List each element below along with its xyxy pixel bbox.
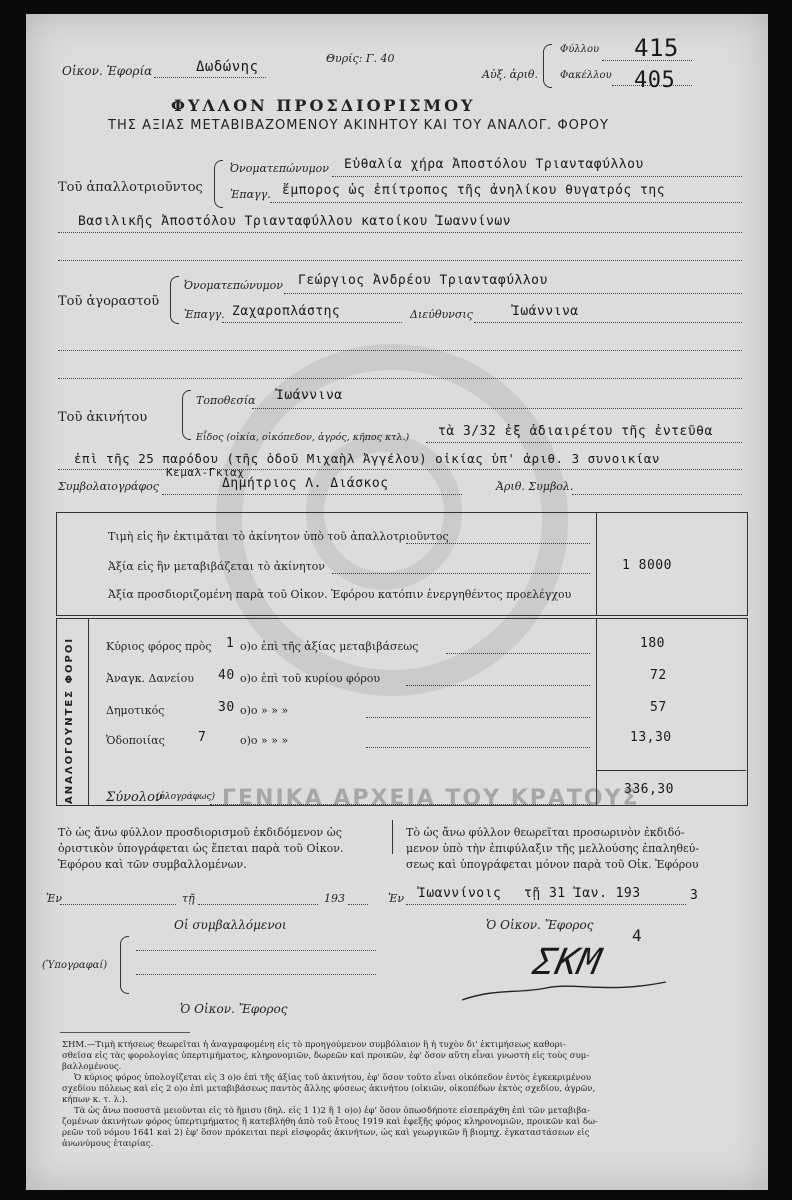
note-3d: ἀνωνύμους ἑταιρίας. xyxy=(62,1139,154,1149)
page-title: ΦΥΛΛΟΝ ΠΡΟΣΔΙΟΡΙΣΜΟΥ xyxy=(171,96,476,115)
final-text-3: Ἐφόρου καὶ τῶν συμβαλλομένων. xyxy=(58,858,247,871)
loan-tax-desc: ο)ο ἐπὶ τοῦ κυρίου φόρου xyxy=(240,672,381,685)
valuation-row-2: Ἀξία εἰς ἣν μεταβιβάζεται τὸ ἀκίνητον xyxy=(108,560,325,573)
final-parties: Οἱ συμβαλλόμενοι xyxy=(174,918,287,932)
watermark-text: ΓΕΝΙΚΑ ΑΡΧΕΙΑ ΤΟΥ ΚΡΑΤΟΥΣ xyxy=(222,786,640,811)
final-ti: τῇ xyxy=(182,892,195,905)
buyer-address-value: Ἰωάννινα xyxy=(512,304,579,319)
valuation-row-1: Τιμὴ εἰς ἣν ἐκτιμᾶται τὸ ἀκίνητον ὑπὸ τοῦ ἀπαλλοτριοῦντος xyxy=(108,530,449,543)
fyllou-value: 415 xyxy=(634,34,679,62)
buyer-name-value: Γεώργιος Ἀνδρέου Τριανταφύλλου xyxy=(298,273,548,288)
note-3c: ρεῶν τοῦ νόμου 1641 καὶ 2) ἐφ' ὅσον πρόκειται περὶ εἰσφορᾶς ἀκινήτων, ὡς καὶ γεωργικῶν ἢ βιομηχ. ἐγκαταστάσεων εἰς xyxy=(62,1128,590,1138)
main-tax-label: Κύριος φόρος πρὸς xyxy=(106,640,212,653)
seller-label: Τοῦ ἀπαλλοτριοῦντος xyxy=(58,180,203,195)
kind-value-3: Κεμαλ-Γκιαχ xyxy=(166,466,245,479)
seller-extra-value: Βασιλικῆς Ἀποστόλου Τριανταφύλλου κατοίκου Ἰωαννίνων xyxy=(78,214,511,229)
fakellou-value: 405 xyxy=(634,68,676,93)
note-3b: ζομένων ἀκινήτων φόρος ὑπερτιμήματος ἢ κατεβλήθη ἀπὸ τοῦ ἔτους 1919 καὶ ἐφεξῆς φόρος κληρονομιῶν, προικῶν καὶ δω- xyxy=(62,1117,598,1127)
note-1c: βαλλομένους. xyxy=(62,1062,122,1072)
main-tax-value: 180 xyxy=(640,636,665,651)
thyris-label: Θυρίς: Γ. 40 xyxy=(326,52,395,65)
note-1a: ΣΗΜ.—Τιμὴ κτήσεως θεωρεῖται ἡ ἀναγραφομένη εἰς τὸ προηγούμενον συμβόλαιον ἢ ἡ τυχὸν δι' ἐκτιμήσεως καθορι- xyxy=(62,1040,566,1050)
final-en: Ἐν xyxy=(46,892,63,905)
total-label: Σύνολον xyxy=(106,790,163,805)
main-tax-rate: 1 xyxy=(226,636,235,651)
provisional-en: Ἐν xyxy=(388,892,405,905)
final-signatures: (Ὑπογραφαί) xyxy=(42,960,108,971)
note-3a: Τὰ ὡς ἄνω ποσοστὰ μειοῦνται εἰς τὸ ἥμισυ (δηλ. εἰς 1 1)2 ἢ 1 ο)ο) ἐφ' ὅσον ὁπωσδήποτε εἰσεπράχθη ἐπὶ τῶν μεταβιβα- xyxy=(74,1106,590,1116)
buyer-job-label: Ἐπαγγ. xyxy=(184,308,225,321)
provisional-text-3: σεως καὶ ὑπογράφεται μόνον παρὰ τοῦ Οἰκ. Ἐφόρου xyxy=(406,858,699,871)
provisional-place: Ἰωαννίνοις xyxy=(418,886,502,901)
page-subtitle: ΤΗΣ ΑΞΙΑΣ ΜΕΤΑΒΙΒΑΖΟΜΕΝΟΥ ΑΚΙΝΗΤΟΥ ΚΑΙ ΤΟΥ ΑΝΑΛΟΓ. ΦΟΡΟΥ xyxy=(108,118,609,133)
municipal-tax-label: Δημοτικός xyxy=(106,704,165,717)
note-2b: σχεδίου πόλεως καὶ εἰς 2 ο)ο ἐπὶ μεταβιβάσεως παντὸς ἄλλης φύσεως ἀκινήτου (οἰκιῶν, οἰκοπέδων ἐκτὸς σχεδίου, ἀγρῶν, xyxy=(62,1084,596,1094)
final-text-2: ὁριστικὸν ὑπογράφεται ὡς ἕπεται παρὰ τοῦ Οἰκον. xyxy=(58,842,344,855)
buyer-address-label: Διεύθυνσις xyxy=(410,308,473,321)
seller-name-label: Ὀνοματεπώνυμον xyxy=(230,162,329,175)
seller-job-value: ἔμπορος ὡς ἐπίτροπος τῆς ἀνηλίκου θυγατρός της xyxy=(282,183,666,198)
total-paren: (ὀλογράφως) xyxy=(156,792,215,802)
final-ephoros: Ὁ Οἰκον. Ἔφορος xyxy=(180,1002,288,1016)
corner-mark: 4 xyxy=(632,926,643,945)
ephoros-signature: ΣΚΜ xyxy=(529,942,605,983)
provisional-text-2: μενον ὑπὸ τὴν ἐπιφύλαξιν τῆς μελλούσης ἐπαληθεύ- xyxy=(406,842,700,855)
municipal-tax-value: 57 xyxy=(650,700,667,715)
signature-scrawl xyxy=(456,948,676,1008)
valuation-row-3: Ἀξία προσδιοριζομένη παρὰ τοῦ Οἰκον. Ἐφόρου κατόπιν ἐνεργηθέντος προελέγχου xyxy=(108,588,572,601)
municipal-tax-rate: 30 xyxy=(218,700,235,715)
final-text-1: Τὸ ὡς ἄνω φύλλον προσδιορισμοῦ ἐκδιδόμενον ὡς xyxy=(58,826,342,839)
seller-name-value: Εὐθαλία χήρα Ἀποστόλου Τριανταφύλλου xyxy=(344,157,644,172)
road-tax-rate: 7 xyxy=(198,730,207,745)
oikon-ephoria-label: Οἰκον. Ἐφορία xyxy=(62,64,153,78)
municipal-tax-desc: ο)ο » » » xyxy=(240,704,289,717)
seller-job-label: Ἐπαγγ. xyxy=(230,188,271,201)
oikon-ephoria-value: Δωδώνης xyxy=(196,59,259,75)
fyllou-label: Φύλλου xyxy=(560,44,600,55)
loan-tax-value: 72 xyxy=(650,668,667,683)
contract-no-label: Ἀριθ. Συμβολ. xyxy=(496,480,574,493)
main-tax-desc: ο)ο ἐπὶ τῆς ἀξίας μεταβιβάσεως xyxy=(240,640,419,653)
provisional-year-suffix: 3 xyxy=(690,888,699,903)
notary-value: Δημήτριος Λ. Διάσκος xyxy=(222,476,389,491)
kind-value-2: ἐπὶ τῆς 25 παρόδου (τῆς ὁδοῦ Μιχαὴλ Ἀγγέλου) οἰκίας ὑπ' ἀριθ. 3 συνοικίαν xyxy=(74,451,660,466)
kind-label: Εἶδος (οἰκία, οἰκόπεδον, ἀγρός, κῆπος κτλ.) xyxy=(196,432,410,443)
loan-tax-rate: 40 xyxy=(218,668,235,683)
final-year: 193 xyxy=(324,892,345,905)
kind-value: τὰ 3/32 ἐξ ἀδιαιρέτου τῆς ἐντεῦθα xyxy=(438,424,713,439)
valuation-row-2-value: 1 8000 xyxy=(622,558,672,573)
fakellou-label: Φακέλλου xyxy=(560,70,612,81)
road-tax-value: 13,30 xyxy=(630,730,672,745)
notary-label: Συμβολαιογράφος xyxy=(58,480,159,493)
buyer-job-value: Ζαχαροπλάστης xyxy=(232,304,341,319)
road-tax-label: Ὁδοποιίας xyxy=(106,734,165,747)
note-2c: κήπων κ. τ. λ.). xyxy=(62,1095,128,1105)
property-label: Τοῦ ἀκινήτου xyxy=(58,410,148,425)
aux-arith-label: Αὐξ. ἀριθ. xyxy=(482,68,539,81)
buyer-label: Τοῦ ἀγοραστοῦ xyxy=(58,294,160,309)
buyer-name-label: Ὀνοματεπώνυμον xyxy=(184,279,283,292)
document-page xyxy=(26,14,768,1190)
total-value: 336,30 xyxy=(624,782,674,797)
loan-tax-label: Ἀναγκ. Δανείου xyxy=(106,672,194,685)
note-2a: Ὁ κύριος φόρος ὑπολογίζεται εἰς 3 ο)ο ἐπὶ τῆς ἀξίας τοῦ ἀκινήτου, ἐφ' ὅσον τοῦτο εἶναι οἰκόπεδον ἐντὸς ἐγκεκριμένου xyxy=(74,1073,592,1083)
provisional-date: τῇ 31 Ἰαν. 193 xyxy=(524,886,641,901)
provisional-text-1: Τὸ ὡς ἄνω φύλλον θεωρεῖται προσωρινὸν ἐκδιδό- xyxy=(406,826,685,839)
note-1b: σθεῖσα εἰς τὰς φορολογίας ὑπερτιμήματος, κληρονομιῶν, δωρεῶν καὶ προικῶν, ἐφ' ὅσον αὕτη εἶναι γνωστὴ εἰς τοὺς συμ- xyxy=(62,1051,590,1061)
road-tax-desc: ο)ο » » » xyxy=(240,734,289,747)
location-label: Τοποθεσία xyxy=(196,394,256,407)
taxes-side-label: ΑΝΑΛΟΓΟΥΝΤΕΣ ΦΟΡΟΙ xyxy=(64,636,75,804)
location-value: Ἰωάννινα xyxy=(276,388,343,403)
provisional-ephoros: Ὁ Οἰκον. Ἔφορος xyxy=(486,918,594,932)
